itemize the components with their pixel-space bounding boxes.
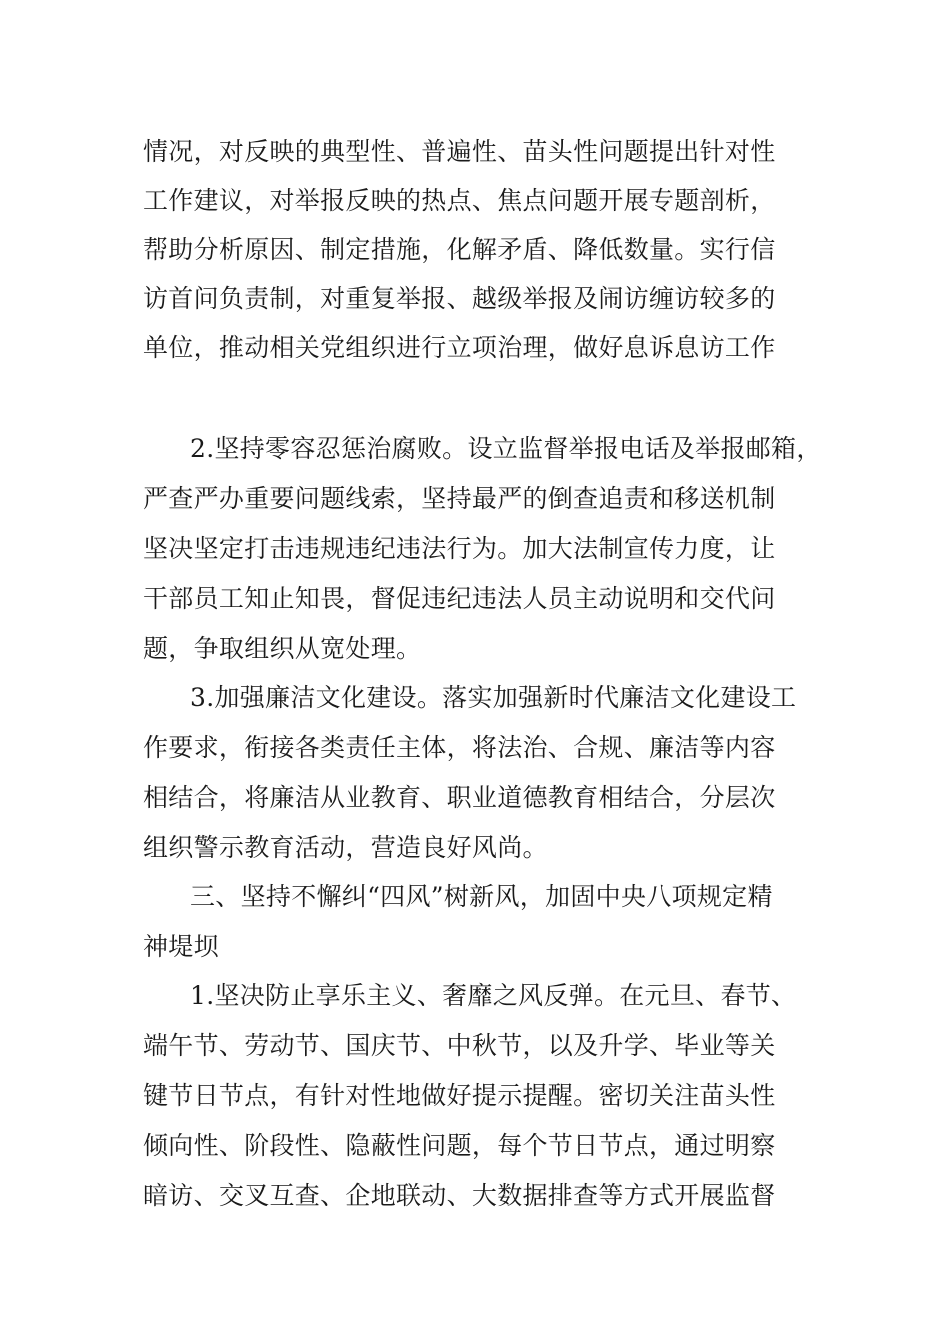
section-heading-continued: 神堤坝 — [143, 932, 219, 961]
text-line: 工作建议，对举报反映的热点、焦点问题开展专题剖析， — [143, 186, 776, 215]
text-line: 倾向性、阶段性、隐蔽性问题，每个节日节点，通过明察 — [143, 1131, 776, 1160]
text-line: 暗访、交叉互查、企地联动、大数据排查等方式开展监督 — [143, 1181, 776, 1210]
paragraph-heading: 2.坚持零容忍惩治腐败。设立监督举报电话及举报邮箱， — [190, 434, 822, 463]
text-line: 单位，推动相关党组织进行立项治理，做好息诉息访工作 — [143, 333, 776, 362]
paragraph-heading: 1.坚决防止享乐主义、奢靡之风反弹。在元旦、春节、 — [190, 981, 797, 1010]
text-line: 题，争取组织从宽处理。 — [143, 634, 422, 663]
text-line: 键节日节点，有针对性地做好提示提醒。密切关注苗头性 — [143, 1081, 776, 1110]
text-line: 干部员工知止知畏，督促违纪违法人员主动说明和交代问 — [143, 584, 776, 613]
paragraph-heading: 3.加强廉洁文化建设。落实加强新时代廉洁文化建设工 — [190, 683, 797, 712]
text-line: 情况，对反映的典型性、普遍性、苗头性问题提出针对性 — [143, 137, 776, 166]
text-line: 访首问负责制，对重复举报、越级举报及闹访缠访较多的 — [143, 284, 776, 313]
text-line: 帮助分析原因、制定措施，化解矛盾、降低数量。实行信 — [143, 235, 776, 264]
section-heading: 三、坚持不懈纠“四风”树新风，加固中央八项规定精 — [190, 882, 773, 911]
text-line: 组织警示教育活动，营造良好风尚。 — [143, 833, 548, 862]
text-line: 坚决坚定打击违规违纪违法行为。加大法制宣传力度，让 — [143, 534, 776, 563]
text-line: 端午节、劳动节、国庆节、中秋节，以及升学、毕业等关 — [143, 1031, 776, 1060]
text-line: 作要求，衔接各类责任主体，将法治、合规、廉洁等内容 — [143, 733, 776, 762]
text-line: 严查严办重要问题线索，坚持最严的倒查追责和移送机制 — [143, 484, 776, 513]
text-line: 相结合，将廉洁从业教育、职业道德教育相结合，分层次 — [143, 783, 776, 812]
